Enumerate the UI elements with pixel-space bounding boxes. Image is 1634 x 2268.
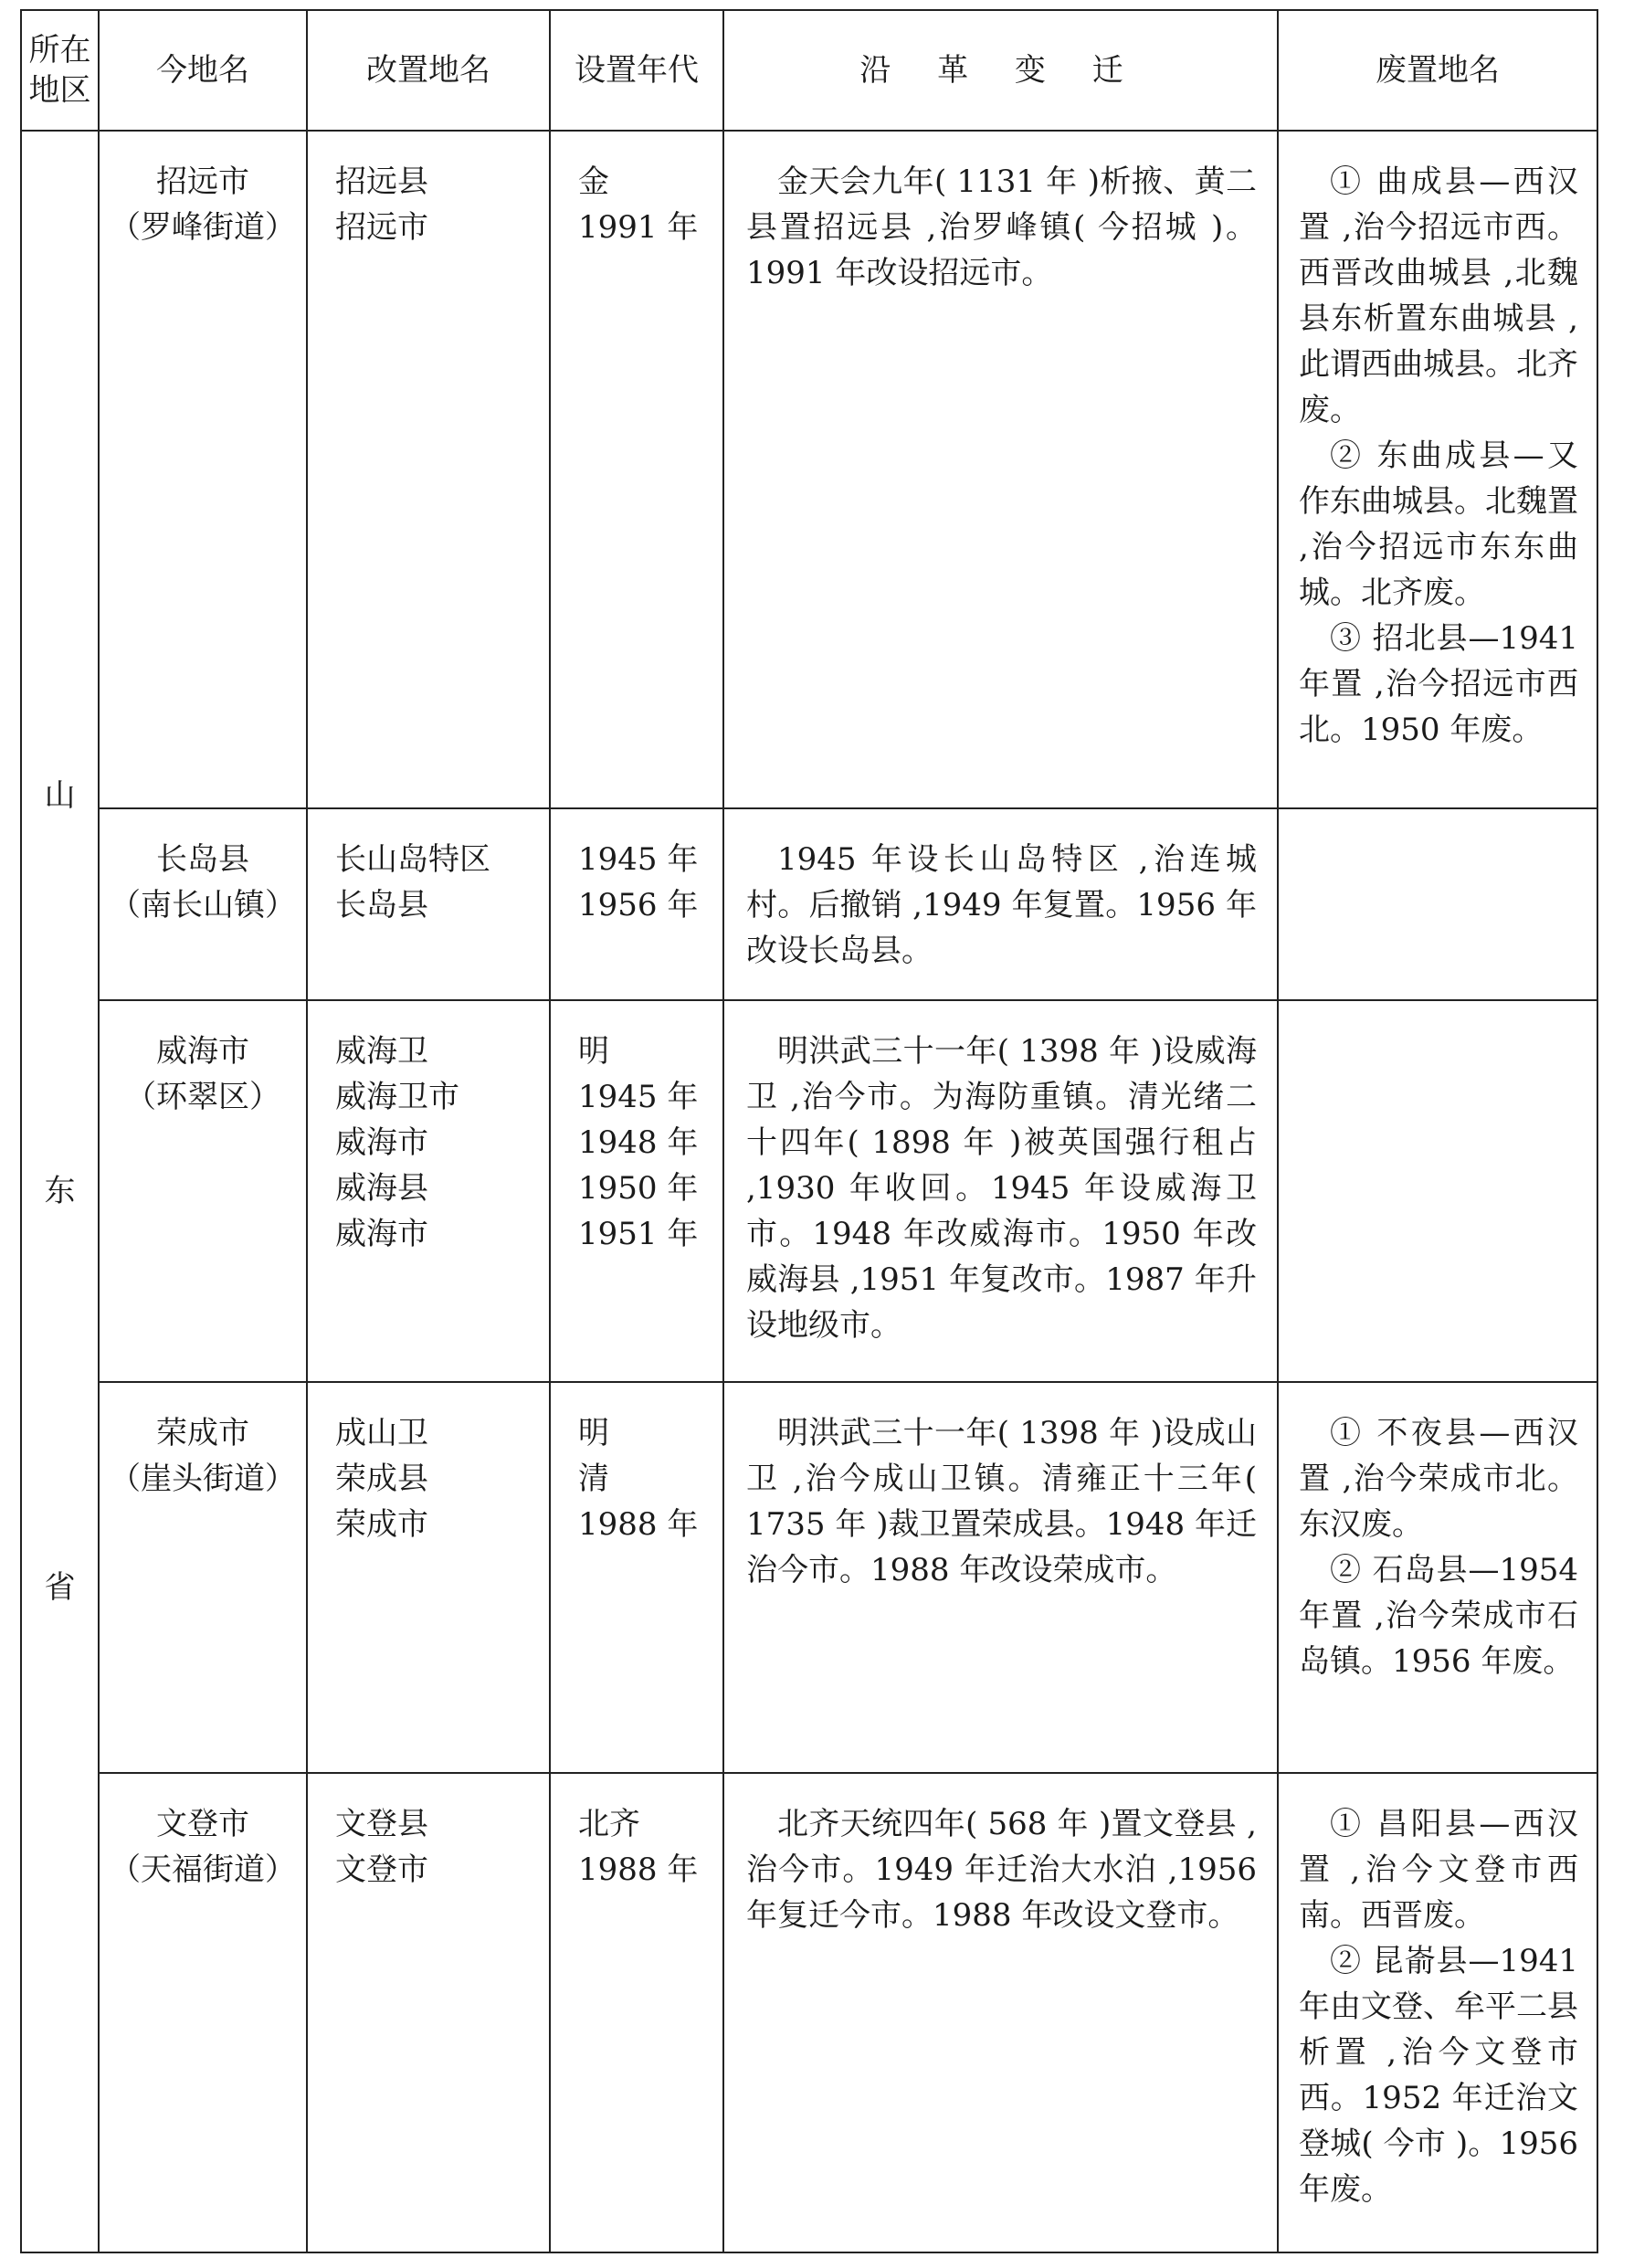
current-name-cell: 长岛县 （南长山镇） bbox=[99, 808, 307, 1000]
table-row bbox=[21, 1382, 1597, 1773]
region-char: 省 bbox=[44, 1568, 76, 1606]
established-cell: 1945 年 1956 年 bbox=[550, 808, 723, 1000]
table-row bbox=[21, 808, 1597, 1000]
history-cell: 1945 年设长山岛特区 ,治连城村。后撤销 ,1949 年复置。1956 年改设长岛县。 bbox=[723, 808, 1278, 1000]
established-cell: 北齐 1988 年 bbox=[550, 1773, 723, 2252]
history-cell: 北齐天统四年( 568 年 )置文登县 ,治今市。1949 年迁治大水泊 ,1956 年复迁今市。1988 年改设文登市。 bbox=[723, 1773, 1278, 2252]
region-char: 山 bbox=[44, 777, 76, 815]
history-cell: 明洪武三十一年( 1398 年 )设威海卫 ,治今市。为海防重镇。清光绪二十四年( 1898 年 )被英国强行租占 ,1930 年收回。1945 年设威海卫市。1948 年改威海市。1950 年改威海县 ,1951 年复改市。1987 年升设地级市。 bbox=[723, 1000, 1278, 1382]
region-cell bbox=[21, 131, 99, 2252]
history-cell: 金天会九年( 1131 年 )析掖、黄二县置招远县 ,治罗峰镇( 今招城 )。1991 年改设招远市。 bbox=[723, 131, 1278, 808]
current-name-cell: 荣成市 （崖头街道） bbox=[99, 1382, 307, 1773]
header-established: 设置年代 bbox=[550, 10, 723, 131]
current-name-cell: 招远市 （罗峰街道） bbox=[99, 131, 307, 808]
abolished-cell: ① 昌阳县—西汉置 ,治今文登市西南。西晋废。 ② 昆嵛县—1941 年由文登、牟平二县析置 ,治今文登市西。1952 年迁治文登城( 今市 )。1956 年废。 bbox=[1278, 1773, 1597, 2252]
region-char: 东 bbox=[44, 1173, 76, 1210]
current-name-cell: 文登市 （天福街道） bbox=[99, 1773, 307, 2252]
changed-name-cell: 长山岛特区 长岛县 bbox=[307, 808, 550, 1000]
header-row bbox=[21, 10, 1597, 131]
abolished-cell bbox=[1278, 808, 1597, 1000]
current-name-cell: 威海市 （环翠区） bbox=[99, 1000, 307, 1382]
header-history: 沿 革 变 迁 bbox=[723, 10, 1278, 131]
header-region: 所在 地区 bbox=[21, 10, 99, 131]
history-cell: 明洪武三十一年( 1398 年 )设成山卫 ,治今成山卫镇。清雍正十三年( 1735 年 )裁卫置荣成县。1948 年迁治今市。1988 年改设荣成市。 bbox=[723, 1382, 1278, 1773]
table-row bbox=[21, 1000, 1597, 1382]
changed-name-cell: 文登县 文登市 bbox=[307, 1773, 550, 2252]
abolished-cell: ① 不夜县—西汉置 ,治今荣成市北。东汉废。 ② 石岛县—1954 年置 ,治今荣成市石岛镇。1956 年废。 bbox=[1278, 1382, 1597, 1773]
header-current-name: 今地名 bbox=[99, 10, 307, 131]
abolished-cell bbox=[1278, 1000, 1597, 1382]
established-cell: 金 1991 年 bbox=[550, 131, 723, 808]
changed-name-cell: 成山卫 荣成县 荣成市 bbox=[307, 1382, 550, 1773]
history-table bbox=[20, 9, 1598, 2253]
changed-name-cell: 威海卫 威海卫市 威海市 威海县 威海市 bbox=[307, 1000, 550, 1382]
abolished-cell: ① 曲成县—西汉置 ,治今招远市西。西晋改曲城县 ,北魏县东析置东曲城县 ,此谓西曲城县。北齐废。 ② 东曲成县—又作东曲城县。北魏置 ,治今招远市东东曲城。北齐废。 ③ 招北县—1941 年置 ,治今招远市西北。1950 年废。 bbox=[1278, 131, 1597, 808]
table-row bbox=[21, 131, 1597, 808]
changed-name-cell: 招远县 招远市 bbox=[307, 131, 550, 808]
header-abolished: 废置地名 bbox=[1278, 10, 1597, 131]
established-cell: 明 1945 年 1948 年 1950 年 1951 年 bbox=[550, 1000, 723, 1382]
established-cell: 明 清 1988 年 bbox=[550, 1382, 723, 1773]
header-changed-name: 改置地名 bbox=[307, 10, 550, 131]
table-row bbox=[21, 1773, 1597, 2252]
